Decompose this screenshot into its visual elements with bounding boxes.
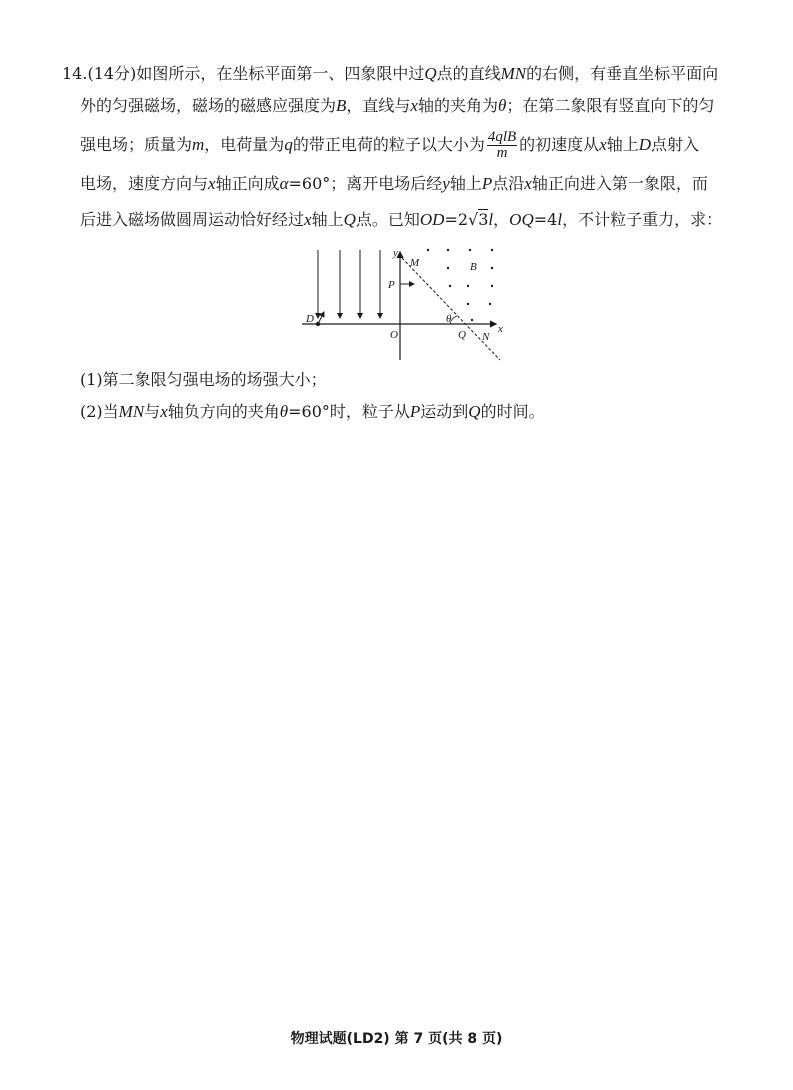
radicand: 3: [478, 210, 489, 229]
var-alpha: α: [279, 174, 289, 193]
var-l: l: [488, 210, 494, 229]
var-B: B: [336, 96, 347, 115]
var-x: x: [160, 402, 168, 421]
var-Q: Q: [343, 210, 356, 229]
text: 的右侧，有垂直坐标平面向: [526, 64, 719, 83]
text: 点的直线: [436, 64, 501, 83]
magnetic-field-dots: [427, 249, 493, 321]
question-1: (1)第二象限匀强电场的场强大小；: [80, 370, 327, 389]
text: ，直线与: [346, 96, 411, 115]
text: 强电场；质量为: [80, 135, 193, 154]
label-B: B: [470, 261, 477, 273]
text: 轴上: [449, 174, 482, 193]
var-x: x: [599, 135, 607, 154]
var-l: l: [557, 210, 563, 229]
text: 运动到: [420, 402, 469, 421]
text: 轴正向成: [215, 174, 280, 193]
page-footer: 物理试题(LD2) 第 7 页(共 8 页): [290, 1031, 503, 1047]
text: 轴的夹角为: [417, 96, 498, 115]
var-MN: MN: [500, 64, 527, 83]
var-D: D: [638, 135, 652, 154]
var-Q: Q: [468, 402, 481, 421]
var-OQ: OQ: [509, 210, 534, 229]
var-x: x: [304, 210, 312, 229]
label-D: D: [306, 313, 314, 325]
text: 与: [144, 402, 161, 421]
label-M: M: [410, 257, 420, 269]
text: 的初速度从: [519, 135, 600, 154]
question-2: [80, 402, 545, 422]
var-Q: Q: [424, 64, 437, 83]
problem-score: (14分): [87, 64, 137, 83]
text: (2)当: [80, 402, 119, 421]
var-theta: θ: [497, 96, 507, 115]
var-x: x: [410, 96, 418, 115]
text: ，: [493, 210, 510, 229]
text: 轴正向进入第一象限，而: [531, 174, 708, 193]
text: 的带正电荷的粒子以大小为: [292, 135, 485, 154]
speed-fraction: [487, 130, 517, 161]
label-x: x: [498, 323, 503, 335]
label-O: O: [390, 329, 398, 341]
text: ，电荷量为: [204, 135, 285, 154]
problem-line-3: [80, 130, 699, 161]
text: 点射入: [651, 135, 700, 154]
label-Q: Q: [458, 329, 466, 341]
text: 轴负方向的夹角: [167, 402, 280, 421]
var-P: P: [409, 402, 421, 421]
text: =60°时，粒子从: [288, 402, 410, 421]
text: 后进入磁场做圆周运动恰好经过: [80, 210, 305, 229]
velocity-arrow-D: [318, 312, 324, 324]
text: =2: [444, 210, 469, 229]
var-OD: OD: [419, 210, 445, 229]
fraction-denominator: m: [496, 145, 508, 161]
problem-number: 14.: [62, 64, 88, 83]
sqrt-expression: √3: [468, 210, 489, 229]
problem-line-2: [80, 96, 714, 116]
var-y: y: [442, 174, 450, 193]
problem-figure: [300, 244, 514, 362]
text: 外的匀强磁场，磁场的磁感应强度为: [80, 96, 337, 115]
text: ，不计粒子重力，求：: [562, 210, 723, 229]
label-y: y: [393, 247, 398, 259]
var-x: x: [208, 174, 216, 193]
text: 电场，速度方向与: [80, 174, 209, 193]
fraction-numerator: 4qlB: [487, 129, 517, 145]
text: 点。已知: [355, 210, 420, 229]
var-MN: MN: [118, 402, 145, 421]
text: ；在第二象限有竖直向下的匀: [506, 96, 715, 115]
var-q: q: [284, 135, 293, 154]
label-N: N: [482, 331, 490, 343]
var-x: x: [524, 174, 532, 193]
var-P: P: [481, 174, 493, 193]
text: =4: [533, 210, 558, 229]
var-theta: θ: [279, 402, 289, 421]
text: 轴上: [606, 135, 639, 154]
label-P: P: [388, 279, 395, 291]
text: 点沿: [492, 174, 525, 193]
text: 的时间。: [480, 402, 545, 421]
line-MN: [402, 258, 500, 360]
var-m: m: [192, 135, 205, 154]
text: 如图所示，在坐标平面第一、四象限中过: [136, 64, 425, 83]
problem-line-4: [80, 174, 708, 194]
problem-line-1: [62, 64, 718, 84]
text: 轴上: [311, 210, 344, 229]
problem-line-5: [80, 210, 722, 230]
label-theta: θ: [446, 313, 452, 325]
text: =60°；离开电场后经: [288, 174, 443, 193]
